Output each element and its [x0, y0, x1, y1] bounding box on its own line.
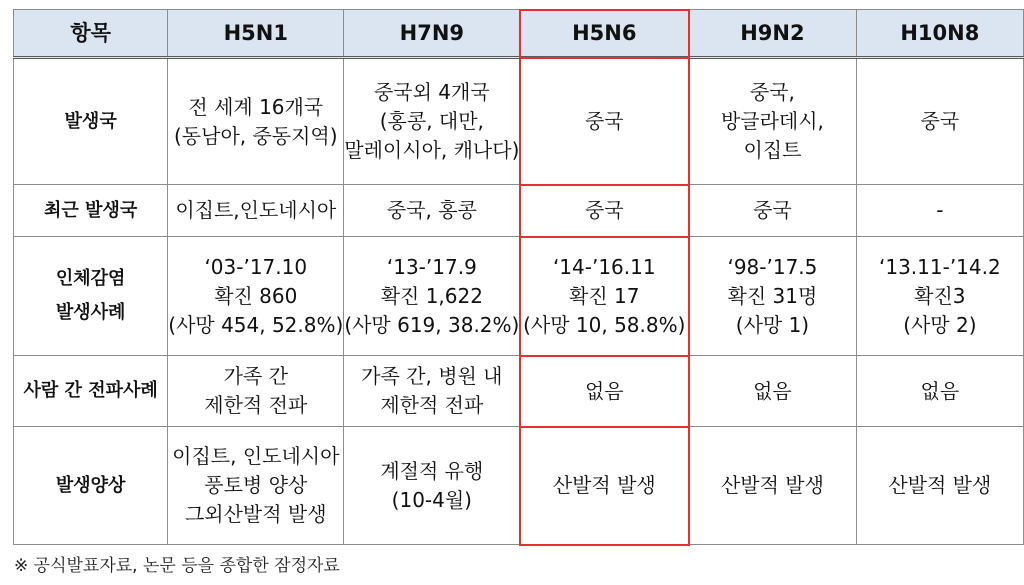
- cell-text-line: 중국: [920, 109, 960, 133]
- cell-h7n9: [344, 58, 520, 185]
- header-h10n8: H10N8: [856, 10, 1023, 58]
- cell-text-line: 가족 간, 병원 내: [361, 364, 503, 388]
- cell-text-line: 이집트: [743, 138, 802, 162]
- cell-text-line: 이집트, 인도네시아: [172, 444, 340, 468]
- cell-text-line: -: [936, 198, 944, 222]
- cell-h10n8: [856, 237, 1023, 356]
- cell-h9n2: [689, 427, 857, 545]
- cell-text-line: (사망 1): [735, 312, 810, 337]
- cell-text-line: 그외산발적 발생: [184, 502, 327, 526]
- header-h7n9: H7N9: [344, 10, 520, 58]
- cell-text-line: 산발적 발생: [720, 473, 824, 497]
- cell-text-line: 중국,: [749, 80, 795, 104]
- cell-text-line: 확진3: [914, 283, 966, 308]
- row-label: [14, 427, 168, 545]
- cell-text-line: 중국: [584, 109, 624, 133]
- cell-text-line: 없음: [584, 378, 624, 403]
- cell-text-line: (10-4월): [391, 487, 472, 512]
- cell-text-line: ‘98-’17.5: [727, 254, 818, 279]
- cell-h10n8: [856, 427, 1023, 545]
- cell-text-line: 제한적 전파: [380, 393, 484, 417]
- cell-h5n1: [168, 58, 344, 185]
- cell-h5n1: [168, 237, 344, 356]
- row-human-transmission: [14, 356, 1024, 427]
- cell-text-line: 확진 860: [214, 283, 298, 308]
- header-h5n6: H5N6: [520, 10, 689, 58]
- header-h9n2: H9N2: [689, 10, 857, 58]
- cell-h5n1: [168, 427, 344, 545]
- cell-text-line: 중국: [753, 198, 792, 222]
- cell-h5n1: [168, 185, 344, 237]
- cell-text-line: 이집트,인도네시아: [175, 198, 337, 222]
- cell-text-line: 확진 1,622: [380, 283, 483, 308]
- cell-text-line: (사망 619, 38.2%): [344, 312, 520, 337]
- cell-h7n9: [344, 427, 520, 545]
- header-item: 항목: [14, 10, 168, 58]
- cell-text-line: 중국, 홍콩: [386, 198, 477, 222]
- row-label-line: 사람 간 전파사례: [23, 380, 158, 401]
- row-recent-countries: [14, 185, 1024, 237]
- table-body: [14, 58, 1024, 545]
- cell-text-line: 제한적 전파: [204, 393, 308, 417]
- cell-h5n6: [520, 237, 689, 356]
- cell-h10n8: [856, 185, 1023, 237]
- cell-text-line: 풍토병 양상: [204, 473, 308, 497]
- cell-text-line: 산발적 발생: [552, 473, 656, 497]
- row-label: [14, 237, 168, 356]
- cell-h9n2: [689, 237, 857, 356]
- cell-text-line: ‘13-’17.9: [386, 254, 477, 279]
- row-occurrence-countries: [14, 58, 1024, 185]
- cell-h10n8: [856, 356, 1023, 427]
- avian-influenza-comparison-table: [13, 9, 1024, 545]
- cell-h5n6: [520, 427, 689, 545]
- row-occurrence-pattern: [14, 427, 1024, 545]
- cell-text-line: 전 세계 16개국: [188, 94, 324, 119]
- cell-text-line: ‘14-’16.11: [552, 254, 656, 279]
- cell-text-line: (사망 454, 52.8%): [168, 312, 344, 337]
- row-label: [14, 58, 168, 185]
- cell-text-line: 확진 17: [569, 283, 640, 308]
- cell-text-line: 산발적 발생: [888, 473, 992, 497]
- cell-text-line: ‘03-’17.10: [204, 254, 308, 279]
- row-label-line: 발생국: [64, 110, 117, 132]
- row-label: [14, 356, 168, 427]
- cell-h5n1: [168, 356, 344, 427]
- cell-h5n6: [520, 185, 689, 237]
- row-human-infections: [14, 237, 1024, 356]
- cell-text-line: 없음: [753, 378, 792, 403]
- cell-h7n9: [344, 185, 520, 237]
- comparison-table-wrapper: [13, 9, 1024, 545]
- cell-text-line: (사망 10, 58.8%): [523, 312, 686, 337]
- cell-text-line: 없음: [920, 378, 960, 403]
- cell-h5n6: [520, 356, 689, 427]
- cell-h7n9: [344, 237, 520, 356]
- cell-h10n8: [856, 58, 1023, 185]
- cell-text-line: 방글라데시,: [720, 109, 824, 133]
- row-label-line: 발생사례: [55, 302, 126, 323]
- cell-text-line: 말레이시아, 캐나다): [344, 138, 520, 162]
- cell-h7n9: [344, 356, 520, 427]
- cell-text-line: (홍콩, 대만,: [379, 109, 484, 133]
- cell-text-line: (사망 2): [903, 312, 977, 337]
- cell-text-line: 확진 31명: [727, 283, 818, 308]
- cell-h9n2: [689, 356, 857, 427]
- cell-text-line: 중국외 4개국: [373, 80, 490, 104]
- header-h5n1: H5N1: [168, 10, 344, 58]
- cell-h5n6: [520, 58, 689, 185]
- footnote: ※ 공식발표자료, 논문 등을 종합한 잠정자료: [14, 556, 340, 576]
- cell-h9n2: [689, 58, 857, 185]
- cell-h9n2: [689, 185, 857, 237]
- row-label-line: 인체감염: [55, 268, 126, 289]
- cell-text-line: 중국: [584, 198, 624, 222]
- cell-text-line: 가족 간: [223, 364, 288, 388]
- table-header-row: [14, 10, 1024, 58]
- cell-text-line: 계절적 유행: [380, 458, 484, 483]
- row-label: [14, 185, 168, 237]
- cell-text-line: ‘13.11-’14.2: [878, 254, 1001, 279]
- cell-text-line: (동남아, 중동지역): [174, 123, 338, 148]
- row-label-line: 최근 발생국: [44, 199, 138, 221]
- row-label-line: 발생양상: [55, 474, 126, 496]
